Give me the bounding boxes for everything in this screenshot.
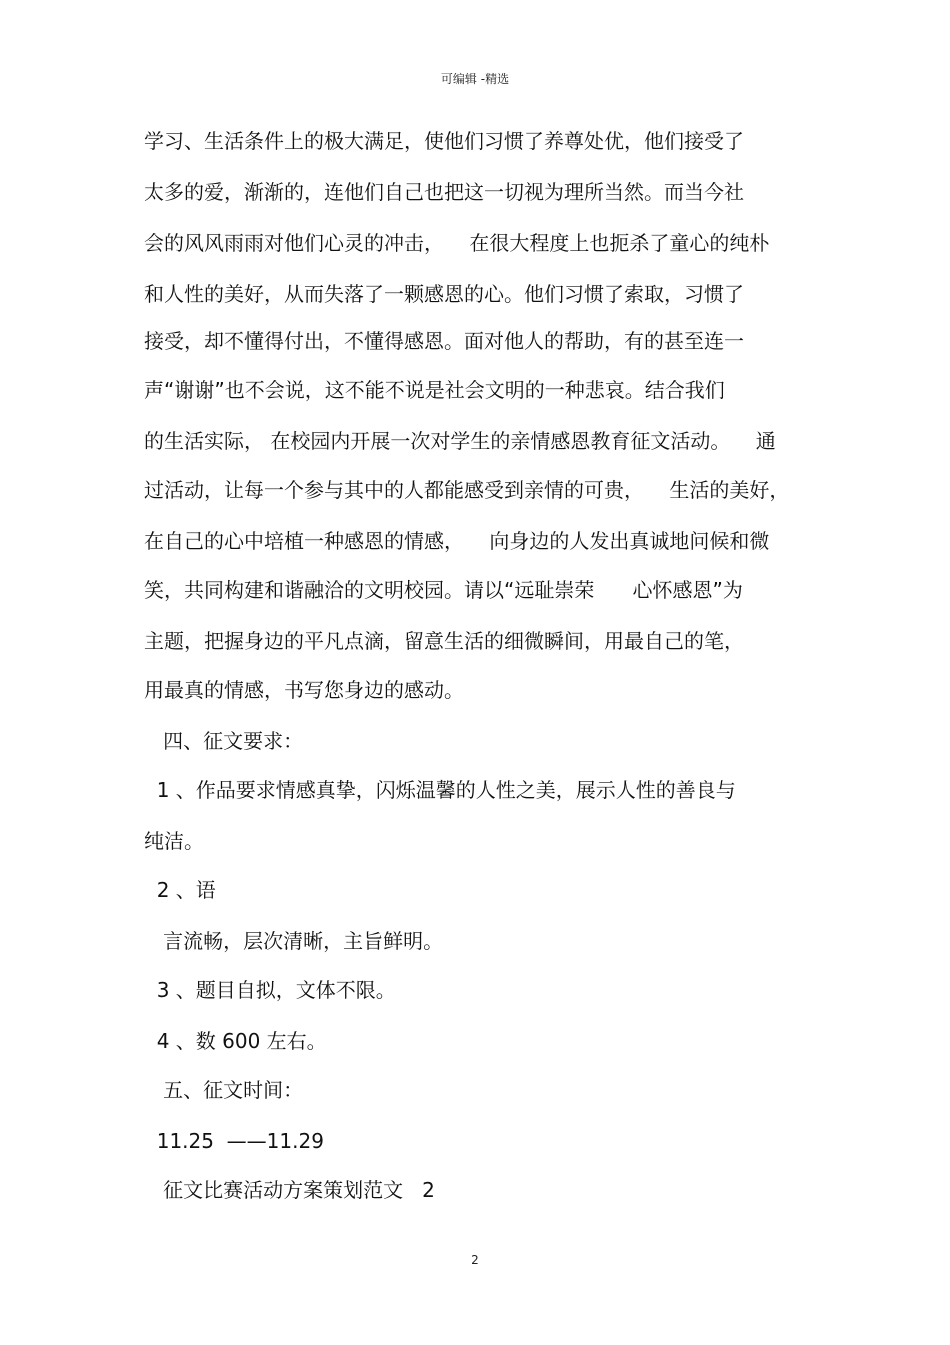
body-line-9: 在自己的心中培植一种感恩的情感， 向身边的人发出真诚地问候和微 <box>144 529 770 553</box>
body-line-8: 过活动，让每一个参与其中的人都能感受到亲情的可贵， 生活的美好， <box>144 478 790 502</box>
body-line-2: 太多的爱，渐渐的，连他们自己也把这一切视为理所当然。而当今社 <box>144 180 744 204</box>
body-line-5: 接受，却不懂得付出，不懂得感恩。面对他人的帮助，有的甚至连一 <box>144 329 744 353</box>
body-line-4: 和人性的美好，从而失落了一颗感恩的心。他们习惯了索取，习惯了 <box>144 282 744 306</box>
requirement-item-3: 3 、题目自拟，文体不限。 <box>144 978 396 1002</box>
section-heading-time: 五、征文时间： <box>144 1078 304 1102</box>
page-header: 可编辑 -精选 <box>440 72 510 86</box>
body-line-11: 主题，把握身边的平凡点滴，留意生活的细微瞬间，用最自己的笔， <box>144 629 744 653</box>
body-line-10: 笑，共同构建和谐融洽的文明校园。请以“远耻崇荣 心怀感恩”为 <box>144 578 743 602</box>
body-line-3: 会的风风雨雨对他们心灵的冲击， 在很大程度上也扼杀了童心的纯朴 <box>144 231 770 255</box>
section-heading-requirements: 四、征文要求： <box>144 729 304 753</box>
page-number: 2 <box>471 1253 479 1267</box>
body-line-7: 的生活实际， 在校园内开展一次对学生的亲情感恩教育征文活动。 通 <box>144 429 776 453</box>
next-document-title: 征文比赛活动方案策划范文 2 <box>144 1178 435 1202</box>
requirement-item-4: 4 、数 600 左右。 <box>144 1029 327 1053</box>
body-line-12: 用最真的情感，书写您身边的感动。 <box>144 678 464 702</box>
time-range: 11.25 ——11.29 <box>144 1129 324 1153</box>
requirement-item-2: 2 、语 <box>144 878 216 902</box>
body-line-1: 学习、生活条件上的极大满足，使他们习惯了养尊处优，他们接受了 <box>144 129 744 153</box>
requirement-item-1-continued: 纯洁。 <box>144 829 204 853</box>
requirement-item-1: 1 、作品要求情感真挚，闪烁温馨的人性之美，展示人性的善良与 <box>144 778 736 802</box>
requirement-item-2-continued: 言流畅，层次清晰，主旨鲜明。 <box>144 929 444 953</box>
body-line-6: 声“谢谢”也不会说，这不能不说是社会文明的一种悲哀。结合我们 <box>144 378 725 402</box>
